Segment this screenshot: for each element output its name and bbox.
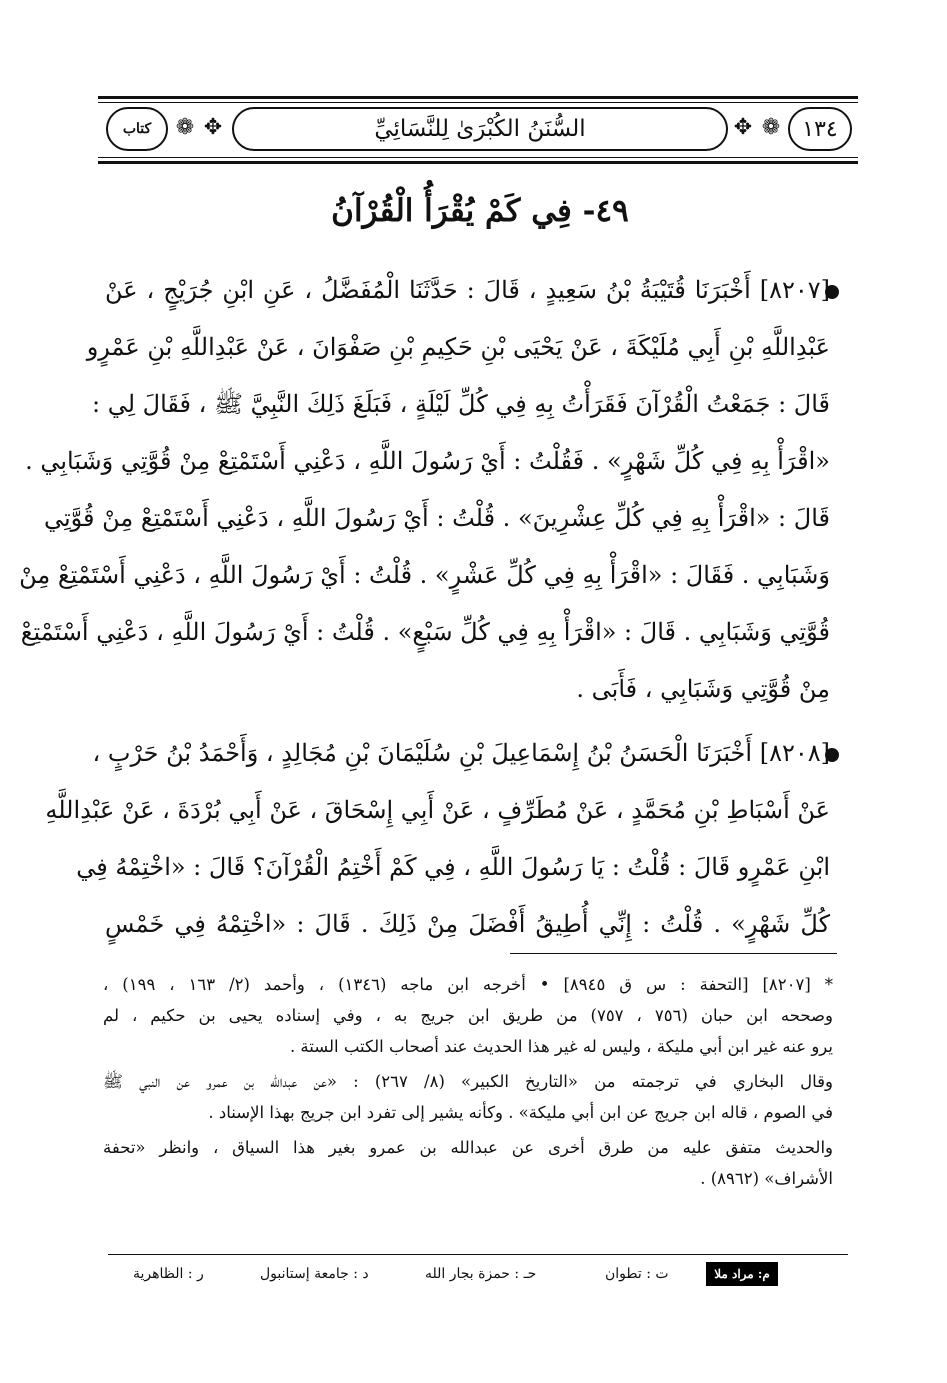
text-line: مِنْ قُوَّتِي وَشَبَابِي ، فَأَبَى . [576, 675, 830, 703]
ornament-icon: ✥ [203, 114, 223, 140]
footer-badge-label: م: مراد ملا [714, 1267, 770, 1281]
text-line: ابْنِ عَمْرٍو قَالَ : قُلْتُ : يَا رَسُولَ اللَّهِ ، فِي كَمْ أَخْتِمُ الْقُرْآنَ؟ قَالَ : «اخْتِمْهُ فِي [76, 853, 830, 881]
footnote-line: يرو عنه غير ابن أبي مليكة ، وليس له غير هذا الحديث عند أصحاب الكتب الستة . [289, 1037, 833, 1056]
text-line: عَنْ أَسْبَاطِ بْنِ مُحَمَّدٍ ، عَنْ مُطَرِّفٍ ، عَنْ أَبِي إِسْحَاقَ ، عَنْ أَبِي بُرْدَةَ ، عَنْ عَبْدِاللَّهِ [45, 796, 830, 824]
ornament-icon: ❁ [761, 114, 781, 140]
text-line: عَبْدِاللَّهِ بْنِ أَبِي مُلَيْكَةَ ، عَنْ يَحْيَى بْنِ حَكِيمِ بْنِ صَفْوَانَ ، عَنْ عَبْدِاللَّهِ بْنِ عَمْرٍو [86, 333, 830, 361]
footer-rule [108, 1254, 848, 1255]
text-line: «اقْرَأْ بِهِ فِي كُلِّ شَهْرٍ» . فَقُلْتُ : أَيْ رَسُولَ اللَّهِ ، دَعْنِي أَسْتَمْتِعْ مِنْ قُوَّتِي وَشَبَابِي . [25, 447, 830, 475]
running-title: السُّنَنُ الكُبْرَىٰ لِلنَّسَائِيِّ [374, 116, 586, 142]
footer-badge [706, 1262, 778, 1286]
footnote-line: في الصوم ، قاله ابن جريج عن ابن أبي مليكة» . وكأنه يشير إلى تفرد ابن جريج بهذا الإسناد . [208, 1103, 833, 1122]
chapter-title: ٤٩- فِي كَمْ يُقْرَأُ الْقُرْآنُ [331, 193, 629, 229]
page-number: ١٣٤ [802, 116, 838, 142]
footnote-line: وصححه ابن حبان (٧٥٦ ، ٧٥٧) من طريق ابن جريج به ، وفي إسناده يحيى بن حكيم ، لم [103, 1006, 833, 1025]
text-line: قُوَّتِي وَشَبَابِي . قَالَ : «اقْرَأْ بِهِ فِي كُلِّ سَبْعٍ» . قُلْتُ : أَيْ رَسُولَ اللَّهِ ، دَعْنِي أَسْتَمْتِعْ [20, 618, 830, 646]
text-line: [٨٢٠٨] أَخْبَرَنَا الْحَسَنُ بْنُ إِسْمَاعِيلَ بْنِ سُلَيْمَانَ بْنِ مُجَالِدٍ ، وَأَحْمَدُ بْنُ حَرْبٍ ، [92, 739, 830, 767]
footer-item: ر : الظاهرية [133, 1266, 204, 1282]
text-line: قَالَ : جَمَعْتُ الْقُرْآنَ فَقَرَأْتُ بِهِ فِي كُلِّ لَيْلَةٍ ، فَبَلَغَ ذَلِكَ النَّبِيَّ ﷺ ، فَقَالَ لِي : [92, 390, 830, 418]
footer-item: حـ : حمزة بجار الله [425, 1266, 537, 1282]
ornament-icon: ❁ [175, 114, 195, 140]
running-title-cartouche [232, 107, 728, 151]
page-header [98, 96, 858, 164]
footnotes [103, 970, 833, 1210]
emblem-cartouche [106, 107, 168, 151]
footnote-separator [510, 953, 837, 954]
ornament-icon: ✥ [733, 114, 753, 140]
footer-item: د : جامعة إستانبول [260, 1266, 369, 1282]
text-line: [٨٢٠٧] أَخْبَرَنَا قُتَيْبَةُ بْنُ سَعِيدٍ ، قَالَ : حَدَّثَنَا الْمُفَضَّلُ ، عَنِ ابْنِ جُرَيْجٍ ، عَنْ [105, 276, 830, 304]
page-number-cartouche [788, 107, 852, 151]
footnote-line: * [٨٢٠٧] [التحفة : س ق ٨٩٤٥] • أخرجه ابن ماجه (١٣٤٦) ، وأحمد (٢/ ١٦٣ ، ١٩٩) ، [103, 975, 833, 994]
text-line: قَالَ : «اقْرَأْ بِهِ فِي كُلِّ عِشْرِينَ» . قُلْتُ : أَيْ رَسُولَ اللَّهِ ، دَعْنِي أَسْتَمْتِعْ مِنْ قُوَّتِي [43, 504, 830, 532]
emblem-text: كتاب [122, 121, 152, 137]
text-line: كُلِّ شَهْرٍ» . قُلْتُ : إِنِّي أُطِيقُ أَفْضَلَ مِنْ ذَلِكَ . قَالَ : «اخْتِمْهُ فِي خَمْسٍ [105, 910, 830, 938]
footer-item: ت : تطوان [605, 1266, 669, 1282]
text-line: وَشَبَابِي . فَقَالَ : «اقْرَأْ بِهِ فِي كُلِّ عَشْرٍ» . قُلْتُ : أَيْ رَسُولَ اللَّهِ ، دَعْنِي أَسْتَمْتِعْ مِنْ [19, 561, 830, 589]
footnote-line: والحديث متفق عليه من طرق أخرى عن عبدالله بن عمرو بغير هذا السياق ، وانظر «تحفة [103, 1138, 833, 1157]
footnote-line: الأشراف» (٨٩٦٢) . [700, 1169, 833, 1188]
footnote-line: وقال البخاري في ترجمته من «التاريخ الكبير» (٨/ ٢٦٧) : «عن عبدالله بن عمرو عن النبي ﷺ [103, 1072, 833, 1091]
main-text [19, 270, 830, 950]
